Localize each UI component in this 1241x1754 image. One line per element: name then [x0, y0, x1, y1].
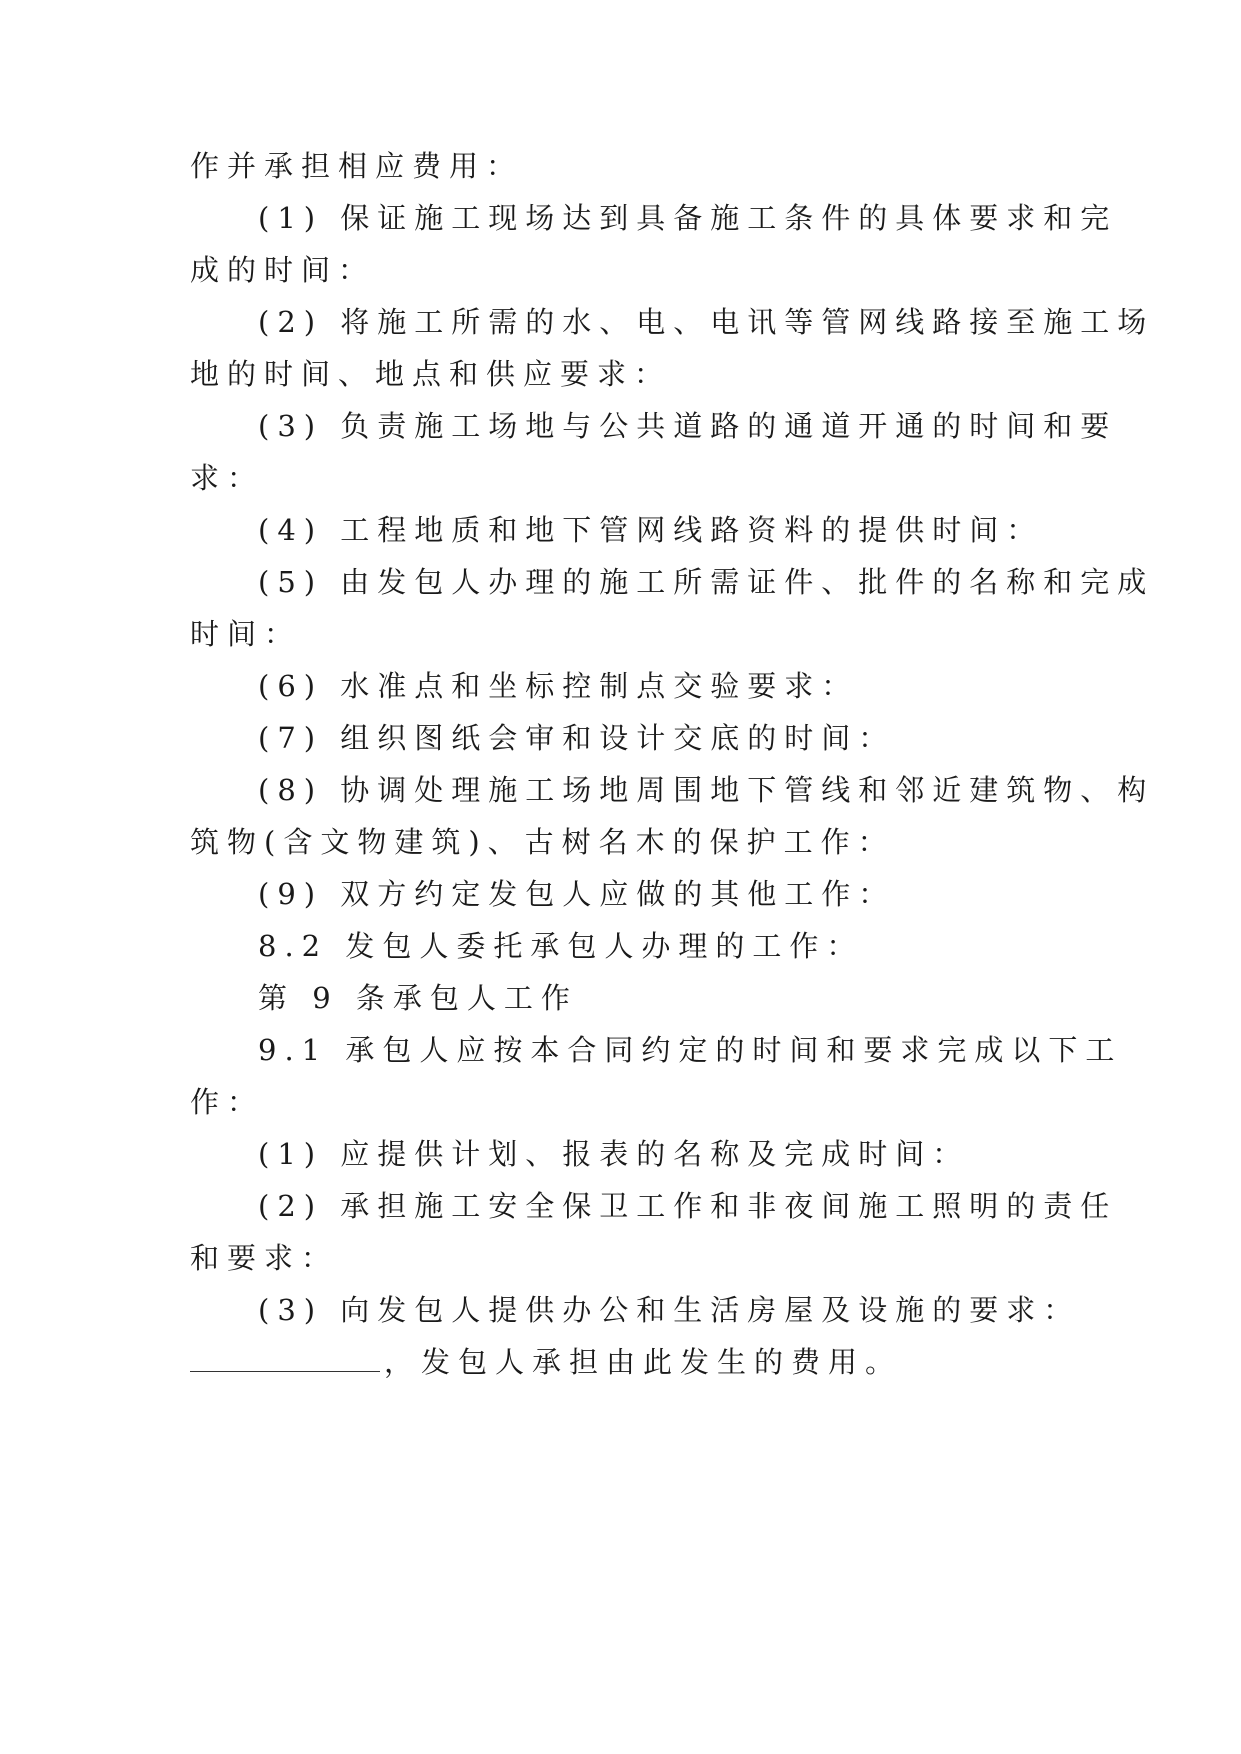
text-line: 时间： [190, 617, 302, 651]
fill-in-line [190, 1342, 1060, 1382]
blank-underline [190, 1345, 380, 1372]
text-line: (1) 保证施工现场达到具备施工条件的具体要求和完 [258, 201, 1118, 235]
article-9-heading: 第 9 条承包人工作 [258, 981, 578, 1015]
text-line: (9) 双方约定发包人应做的其他工作： [258, 877, 896, 911]
text-line: (6) 水准点和坐标控制点交验要求： [258, 669, 859, 703]
text-line: (8) 协调处理施工场地周围地下管线和邻近建筑物、构 [258, 773, 1155, 807]
text-line: 求： [190, 461, 265, 495]
text-line: 和要求： [190, 1241, 339, 1275]
text-line: (4) 工程地质和地下管网线路资料的提供时间： [258, 513, 1044, 547]
text-line: (5) 由发包人办理的施工所需证件、批件的名称和完成 [258, 565, 1155, 599]
text-line: 筑物(含文物建筑)、古树名木的保护工作： [190, 825, 895, 859]
text-line: 作： [190, 1085, 265, 1119]
text-line: 成的时间： [190, 253, 376, 287]
section-8-2-line: 8.2 发包人委托承包人办理的工作： [258, 929, 864, 963]
section-9-1-line: 9.1 承包人应按本合同约定的时间和要求完成以下工 [258, 1033, 1123, 1067]
text-line: (2) 承担施工安全保卫工作和非夜间施工照明的责任 [258, 1189, 1118, 1223]
text-line: (1) 应提供计划、报表的名称及完成时间： [258, 1137, 970, 1171]
fill-in-text: ，发包人承担由此发生的费用。 [384, 1345, 903, 1379]
text-line: 作并承担相应费用： [190, 149, 524, 183]
text-line: (3) 负责施工场地与公共道路的通道开通的时间和要 [258, 409, 1118, 443]
text-line: (7) 组织图纸会审和设计交底的时间： [258, 721, 896, 755]
text-line: (2) 将施工所需的水、电、电讯等管网线路接至施工场 [258, 305, 1155, 339]
text-line: 地的时间、地点和供应要求： [190, 357, 672, 391]
text-line: (3) 向发包人提供办公和生活房屋及设施的要求： [258, 1293, 1081, 1327]
